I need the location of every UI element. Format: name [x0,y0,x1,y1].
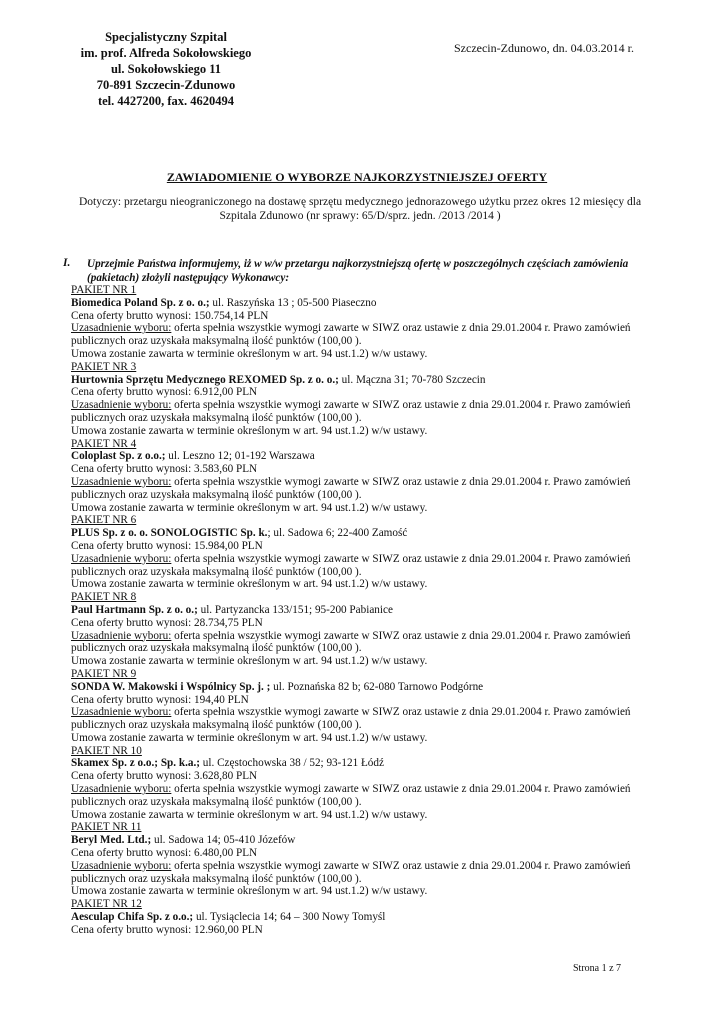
offer-price: Cena oferty brutto wynosi: 3.583,60 PLN [71,463,258,476]
sender-line: 70-891 Szczecin-Zdunowo [96,78,236,92]
offer-price: Cena oferty brutto wynosi: 15.984,00 PLN [71,539,263,552]
justification-label: Uzasadnienie wyboru: [71,399,172,412]
justification-label: Uzasadnienie wyboru: [71,859,172,872]
justification-text-cont: publicznych oraz uzyskała maksymalną ilość punktów (100,00 ). [71,795,362,808]
company-address: ul. Partyzancka 133/151; 95-200 Pabianice [197,603,393,616]
justification-line [71,860,655,873]
company-line [71,374,655,387]
package-title: PAKIET NR 8 [71,591,137,604]
company-line [71,681,655,694]
package-entry [71,438,655,515]
package-entry [71,668,655,745]
justification-line [71,476,655,489]
sender-line: ul. Sokołowskiego 11 [110,62,222,76]
date-line: Szczecin-Zdunowo, dn. 04.03.2014 r. [454,41,634,55]
package-title: PAKIET NR 4 [71,437,137,450]
justification-label: Uzasadnienie wyboru: [71,552,172,565]
company-address: ul. Leszno 12; 01-192 Warszawa [165,450,315,463]
package-title: PAKIET NR 1 [71,284,137,296]
company-address: ul. Częstochowska 38 / 52; 93-121 Łódź [200,757,384,770]
company-name: SONDA W. Makowski i Wspólnicy Sp. j. ; [71,680,271,693]
offer-price: Cena oferty brutto wynosi: 194,40 PLN [71,693,249,706]
justification-text: oferta spełnia wszystkie wymogi zawarte w SIWZ oraz ustawie z dnia 29.01.2004 r. Prawo zamówień [171,475,631,488]
company-name: Skamex Sp. z o.o.; Sp. k.a.; [71,757,200,770]
package-title: PAKIET NR 10 [71,744,142,757]
justification-text-cont: publicznych oraz uzyskała maksymalną ilość punktów (100,00 ). [71,411,362,424]
justification-label: Uzasadnienie wyboru: [71,783,172,796]
package-title: PAKIET NR 9 [71,667,137,680]
company-address: ; ul. Sadowa 6; 22-400 Zamość [267,527,408,540]
offer-price: Cena oferty brutto wynosi: 6.480,00 PLN [71,847,258,860]
justification-line [71,553,655,566]
contract-note: Umowa zostanie zawarta w terminie określonym w art. 94 ust.1.2) w/w ustawy. [71,501,428,514]
page-number: Strona 1 z 7 [573,963,622,974]
offer-price: Cena oferty brutto wynosi: 6.912,00 PLN [71,386,258,399]
package-title: PAKIET NR 12 [71,898,142,911]
packages-list [71,284,655,937]
sender-line: tel. 4427200, fax. 4620494 [97,94,235,108]
section-numeral: I. [63,257,71,269]
sender-line: Specjalistyczny Szpital [105,30,227,44]
contract-note: Umowa zostanie zawarta w terminie określonym w art. 94 ust.1.2) w/w ustawy. [71,578,428,591]
company-line [71,757,655,770]
justification-text-cont: publicznych oraz uzyskała maksymalną ilość punktów (100,00 ). [71,335,362,348]
company-name: Paul Hartmann Sp. z o. o.; [71,603,198,616]
company-name: Biomedica Poland Sp. z o. o.; [71,296,210,309]
justification-text: oferta spełnia wszystkie wymogi zawarte w SIWZ oraz ustawie z dnia 29.01.2004 r. Prawo zamówień [171,859,631,872]
document-title: ZAWIADOMIENIE O WYBORZE NAJKORZYSTNIEJSZEJ OFERTY [166,170,548,184]
company-name: PLUS Sp. z o. o. SONOLOGISTIC Sp. k. [71,527,268,540]
package-entry [71,821,655,898]
contract-note: Umowa zostanie zawarta w terminie określonym w art. 94 ust.1.2) w/w ustawy. [71,808,428,821]
company-line [71,450,655,463]
package-entry [71,284,655,361]
company-address: ul. Mączna 31; 70-780 Szczecin [338,373,486,386]
justification-text-cont: publicznych oraz uzyskała maksymalną ilość punktów (100,00 ). [71,719,362,732]
justification-line [71,706,655,719]
company-name: Coloplast Sp. z o.o.; [71,450,166,463]
company-address: ul. Sadowa 14; 05-410 Józefów [151,834,296,847]
package-entry [71,745,655,822]
offer-price: Cena oferty brutto wynosi: 12.960,00 PLN [71,923,263,936]
justification-line [71,630,655,643]
company-line [71,911,655,924]
sender-line: im. prof. Alfreda Sokołowskiego [80,46,252,60]
package-entry [71,361,655,438]
justification-text: oferta spełnia wszystkie wymogi zawarte w SIWZ oraz ustawie z dnia 29.01.2004 r. Prawo zamówień [171,552,631,565]
intro-text: Uprzejmie Państwa informujemy, iż w w/w przetargu najkorzystniejszą ofertę w poszczególnych częściach zamówienia (pakietach) złożyli następujący Wykonawcy: [87,258,629,284]
justification-text: oferta spełnia wszystkie wymogi zawarte w SIWZ oraz ustawie z dnia 29.01.2004 r. Prawo zamówień [171,322,631,335]
company-address: ul. Raszyńska 13 ; 05-500 Piaseczno [209,296,377,309]
sender-block [56,29,276,109]
package-entry [71,591,655,668]
justification-line [71,322,655,335]
subject-block [70,195,650,223]
justification-label: Uzasadnienie wyboru: [71,322,172,335]
justification-text-cont: publicznych oraz uzyskała maksymalną ilość punktów (100,00 ). [71,565,362,578]
offer-price: Cena oferty brutto wynosi: 28.734,75 PLN [71,616,263,629]
justification-text: oferta spełnia wszystkie wymogi zawarte w SIWZ oraz ustawie z dnia 29.01.2004 r. Prawo zamówień [171,399,631,412]
subject-line: Szpitala Zdunowo (nr sprawy: 65/D/sprz. jedn. /2013 /2014 ) [219,210,501,222]
company-address: ul. Poznańska 82 b; 62-080 Tarnowo Podgórne [270,680,484,693]
package-entry [71,898,655,936]
justification-label: Uzasadnienie wyboru: [71,706,172,719]
offer-price: Cena oferty brutto wynosi: 3.628,80 PLN [71,770,258,783]
package-title: PAKIET NR 11 [71,821,142,834]
subject-line: Dotyczy: przetargu nieograniczonego na dostawę sprzętu medycznego jednorazowego użytku przez okres 12 miesięcy dla [78,196,642,208]
justification-label: Uzasadnienie wyboru: [71,475,172,488]
contract-note: Umowa zostanie zawarta w terminie określonym w art. 94 ust.1.2) w/w ustawy. [71,655,428,668]
contract-note: Umowa zostanie zawarta w terminie określonym w art. 94 ust.1.2) w/w ustawy. [71,347,428,360]
contract-note: Umowa zostanie zawarta w terminie określonym w art. 94 ust.1.2) w/w ustawy. [71,885,428,898]
justification-text: oferta spełnia wszystkie wymogi zawarte w SIWZ oraz ustawie z dnia 29.01.2004 r. Prawo zamówień [171,629,631,642]
offer-price: Cena oferty brutto wynosi: 150.754,14 PLN [71,309,269,322]
justification-text-cont: publicznych oraz uzyskała maksymalną ilość punktów (100,00 ). [71,488,362,501]
company-line [71,604,655,617]
justification-text: oferta spełnia wszystkie wymogi zawarte w SIWZ oraz ustawie z dnia 29.01.2004 r. Prawo zamówień [171,783,631,796]
justification-line [71,399,655,412]
company-line [71,834,655,847]
company-name: Hurtownia Sprzętu Medycznego REXOMED Sp. z o. o.; [71,373,339,386]
justification-line [71,783,655,796]
company-name: Aesculap Chifa Sp. z o.o.; [71,911,194,924]
company-address: ul. Tysiąclecia 14; 64 – 300 Nowy Tomyśl [193,911,386,924]
company-line [71,297,655,310]
package-title: PAKIET NR 3 [71,360,137,373]
contract-note: Umowa zostanie zawarta w terminie określonym w art. 94 ust.1.2) w/w ustawy. [71,424,428,437]
package-title: PAKIET NR 6 [71,514,137,527]
justification-text-cont: publicznych oraz uzyskała maksymalną ilość punktów (100,00 ). [71,642,362,655]
contract-note: Umowa zostanie zawarta w terminie określonym w art. 94 ust.1.2) w/w ustawy. [71,731,428,744]
company-name: Beryl Med. Ltd.; [71,834,152,847]
company-line [71,527,655,540]
justification-label: Uzasadnienie wyboru: [71,629,172,642]
justification-text-cont: publicznych oraz uzyskała maksymalną ilość punktów (100,00 ). [71,872,362,885]
package-entry [71,514,655,591]
justification-text: oferta spełnia wszystkie wymogi zawarte w SIWZ oraz ustawie z dnia 29.01.2004 r. Prawo zamówień [171,706,631,719]
